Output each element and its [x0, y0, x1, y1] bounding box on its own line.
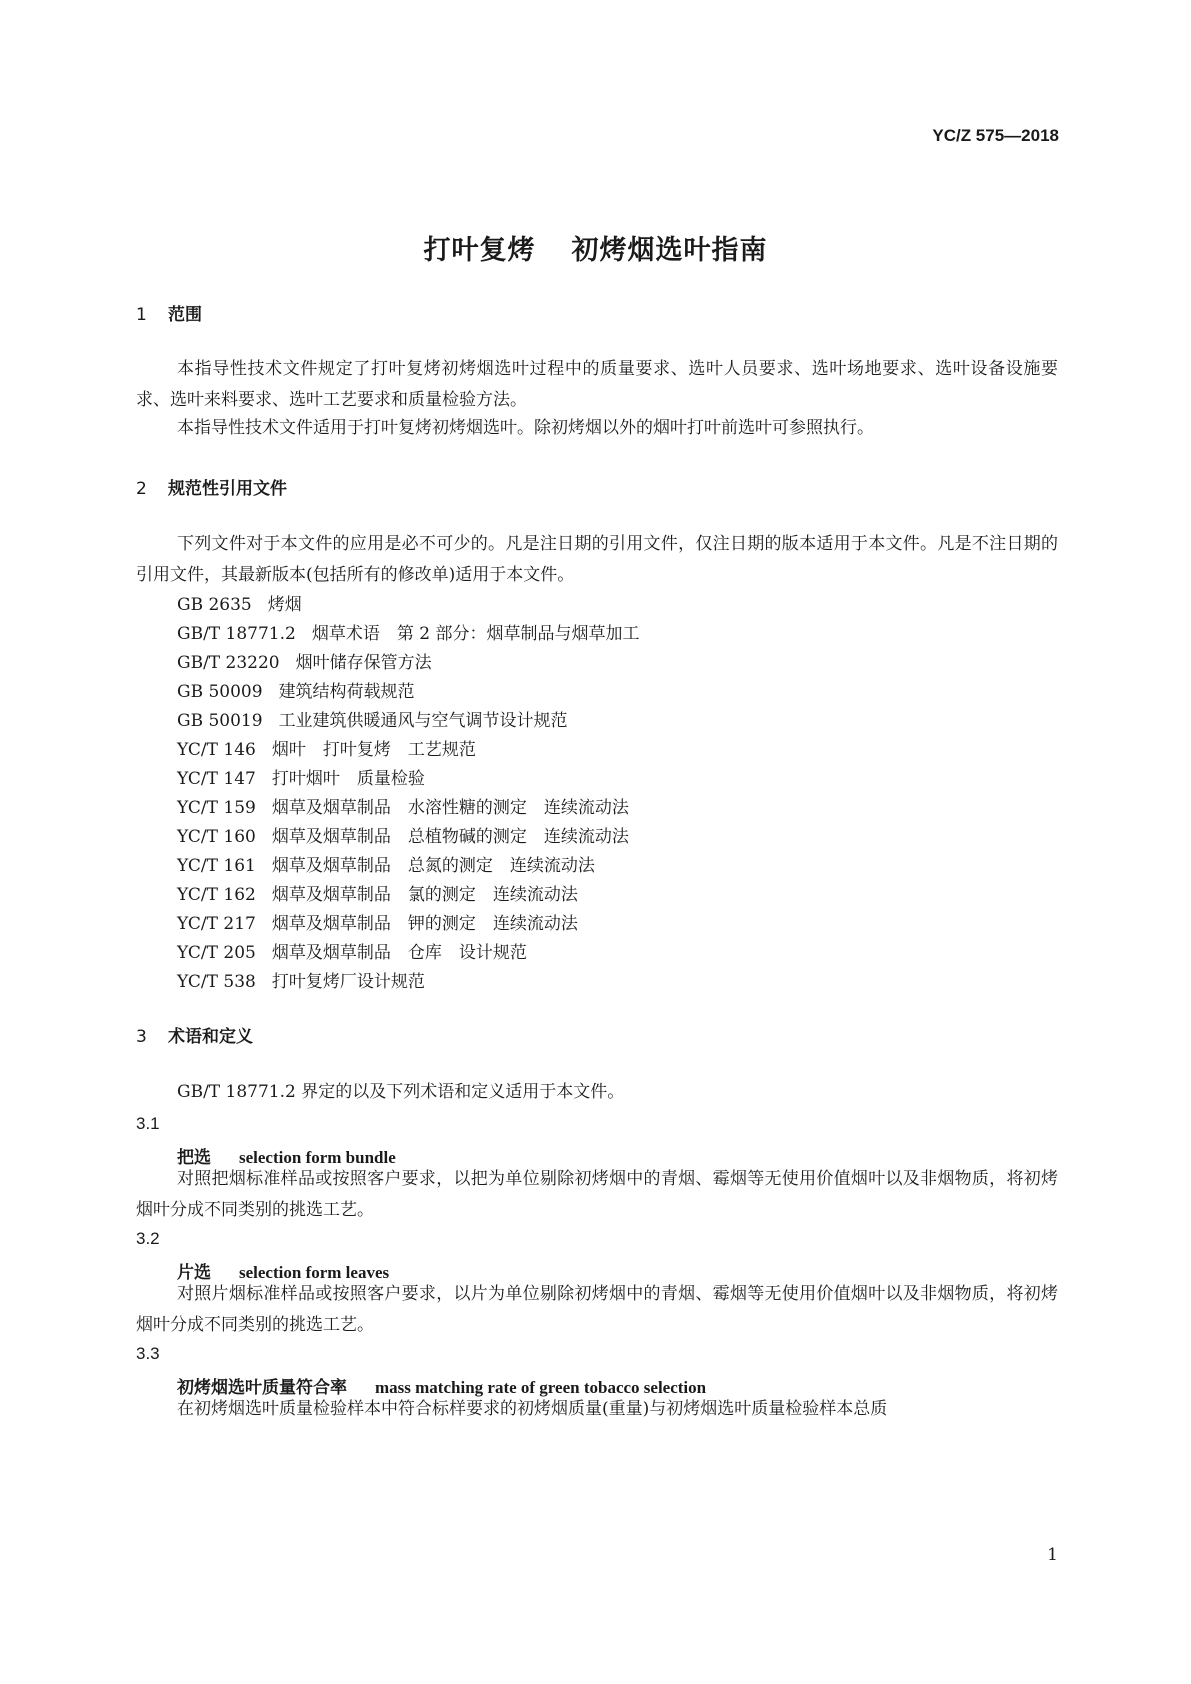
- reference-item: [177, 938, 527, 963]
- section-1-paragraph-2: 本指导性技术文件适用于打叶复烤初烤烟选叶。除初烤烟以外的烟叶打叶前选叶可参照执行。: [177, 418, 874, 438]
- reference-item: [177, 851, 595, 876]
- term-cn: 把选: [177, 1148, 211, 1168]
- reference-item: [177, 735, 476, 760]
- reference-code: YC/T 147: [177, 769, 256, 789]
- reference-title: 烟叶储存保管方法: [295, 653, 432, 673]
- reference-item: [177, 764, 425, 789]
- reference-title: 打叶烟叶 质量检验: [271, 769, 425, 789]
- section-number: 3: [136, 1027, 147, 1047]
- term-definition: 对照把烟标准样品或按照客户要求，以把为单位剔除初烤烟中的青烟、霉烟等无使用价值烟叶以及非烟物质，将初烤烟叶分成不同类别的挑选工艺。: [136, 1169, 1058, 1220]
- section-title: 术语和定义: [168, 1027, 253, 1047]
- reference-item: [177, 648, 432, 673]
- reference-code: YC/T 161: [177, 856, 256, 876]
- section-2-intro: 下列文件对于本文件的应用是必不可少的。凡是注日期的引用文件，仅注日期的版本适用于本文件。凡是不注日期的引用文件，其最新版本(包括所有的修改单)适用于本文件。: [136, 534, 1058, 585]
- page-number: 1: [1047, 1545, 1058, 1565]
- section-title: 范围: [168, 305, 202, 325]
- reference-item: [177, 822, 629, 847]
- reference-code: GB 2635: [177, 595, 252, 615]
- reference-code: YC/T 160: [177, 827, 256, 847]
- reference-title: 烟草及烟草制品 总氮的测定 连续流动法: [271, 856, 595, 876]
- term-cn: 片选: [177, 1263, 211, 1283]
- reference-item: [177, 909, 578, 934]
- reference-title: 烟草及烟草制品 钾的测定 连续流动法: [271, 914, 578, 934]
- reference-code: GB 50019: [177, 711, 263, 731]
- term-definition: 在初烤烟选叶质量检验样本中符合标样要求的初烤烟质量(重量)与初烤烟选叶质量检验样本总质: [177, 1399, 888, 1419]
- reference-code: YC/T 146: [177, 740, 256, 760]
- section-1-paragraph-1: 本指导性技术文件规定了打叶复烤初烤烟选叶过程中的质量要求、选叶人员要求、选叶场地要求、选叶设备设施要求、选叶来料要求、选叶工艺要求和质量检验方法。: [136, 359, 1058, 410]
- reference-title: 工业建筑供暖通风与空气调节设计规范: [278, 711, 568, 731]
- reference-code: YC/T 217: [177, 914, 256, 934]
- section-2-heading: [136, 474, 287, 499]
- reference-item: [177, 619, 639, 644]
- reference-title: 烟草及烟草制品 仓库 设计规范: [271, 943, 527, 963]
- section-1-heading: [136, 300, 202, 325]
- reference-item: [177, 793, 629, 818]
- reference-title: 建筑结构荷载规范: [278, 682, 415, 702]
- term-en: selection form leaves: [239, 1263, 390, 1282]
- reference-code: YC/T 159: [177, 798, 256, 818]
- reference-title: 烤烟: [267, 595, 302, 615]
- reference-title: 烟草及烟草制品 总植物碱的测定 连续流动法: [271, 827, 629, 847]
- reference-item: [177, 677, 415, 702]
- reference-code: GB/T 23220: [177, 653, 280, 673]
- section-3-intro: GB/T 18771.2 界定的以及下列术语和定义适用于本文件。: [177, 1082, 625, 1102]
- term-en: mass matching rate of green tobacco selection: [375, 1378, 707, 1397]
- reference-code: YC/T 538: [177, 972, 256, 992]
- term-number: 3.2: [136, 1229, 160, 1248]
- section-3-heading: [136, 1022, 253, 1047]
- reference-title: 烟草术语 第 2 部分：烟草制品与烟草加工: [311, 624, 640, 644]
- reference-code: YC/T 162: [177, 885, 256, 905]
- section-number: 2: [136, 479, 147, 499]
- reference-code: GB/T 18771.2: [177, 624, 296, 644]
- reference-title: 烟草及烟草制品 水溶性糖的测定 连续流动法: [271, 798, 629, 818]
- reference-code: YC/T 205: [177, 943, 256, 963]
- document-title: [0, 228, 1191, 267]
- reference-item: [177, 880, 578, 905]
- reference-title: 烟草及烟草制品 氯的测定 连续流动法: [271, 885, 578, 905]
- reference-title: 打叶复烤厂设计规范: [271, 972, 425, 992]
- title-part-1: 打叶复烤: [423, 235, 536, 266]
- reference-code: GB 50009: [177, 682, 263, 702]
- section-number: 1: [136, 305, 147, 325]
- reference-title: 烟叶 打叶复烤 工艺规范: [271, 740, 476, 760]
- term-number: 3.1: [136, 1114, 160, 1133]
- title-part-2: 初烤烟选叶指南: [571, 235, 768, 266]
- reference-item: [177, 590, 302, 615]
- section-title: 规范性引用文件: [168, 479, 287, 499]
- reference-item: [177, 706, 568, 731]
- term-number: 3.3: [136, 1344, 160, 1363]
- standard-code: YC/Z 575—2018: [932, 126, 1059, 145]
- term-en: selection form bundle: [239, 1148, 396, 1167]
- term-definition: 对照片烟标准样品或按照客户要求，以片为单位剔除初烤烟中的青烟、霉烟等无使用价值烟叶以及非烟物质，将初烤烟叶分成不同类别的挑选工艺。: [136, 1284, 1058, 1335]
- reference-item: [177, 967, 425, 992]
- term-cn: 初烤烟选叶质量符合率: [177, 1378, 347, 1398]
